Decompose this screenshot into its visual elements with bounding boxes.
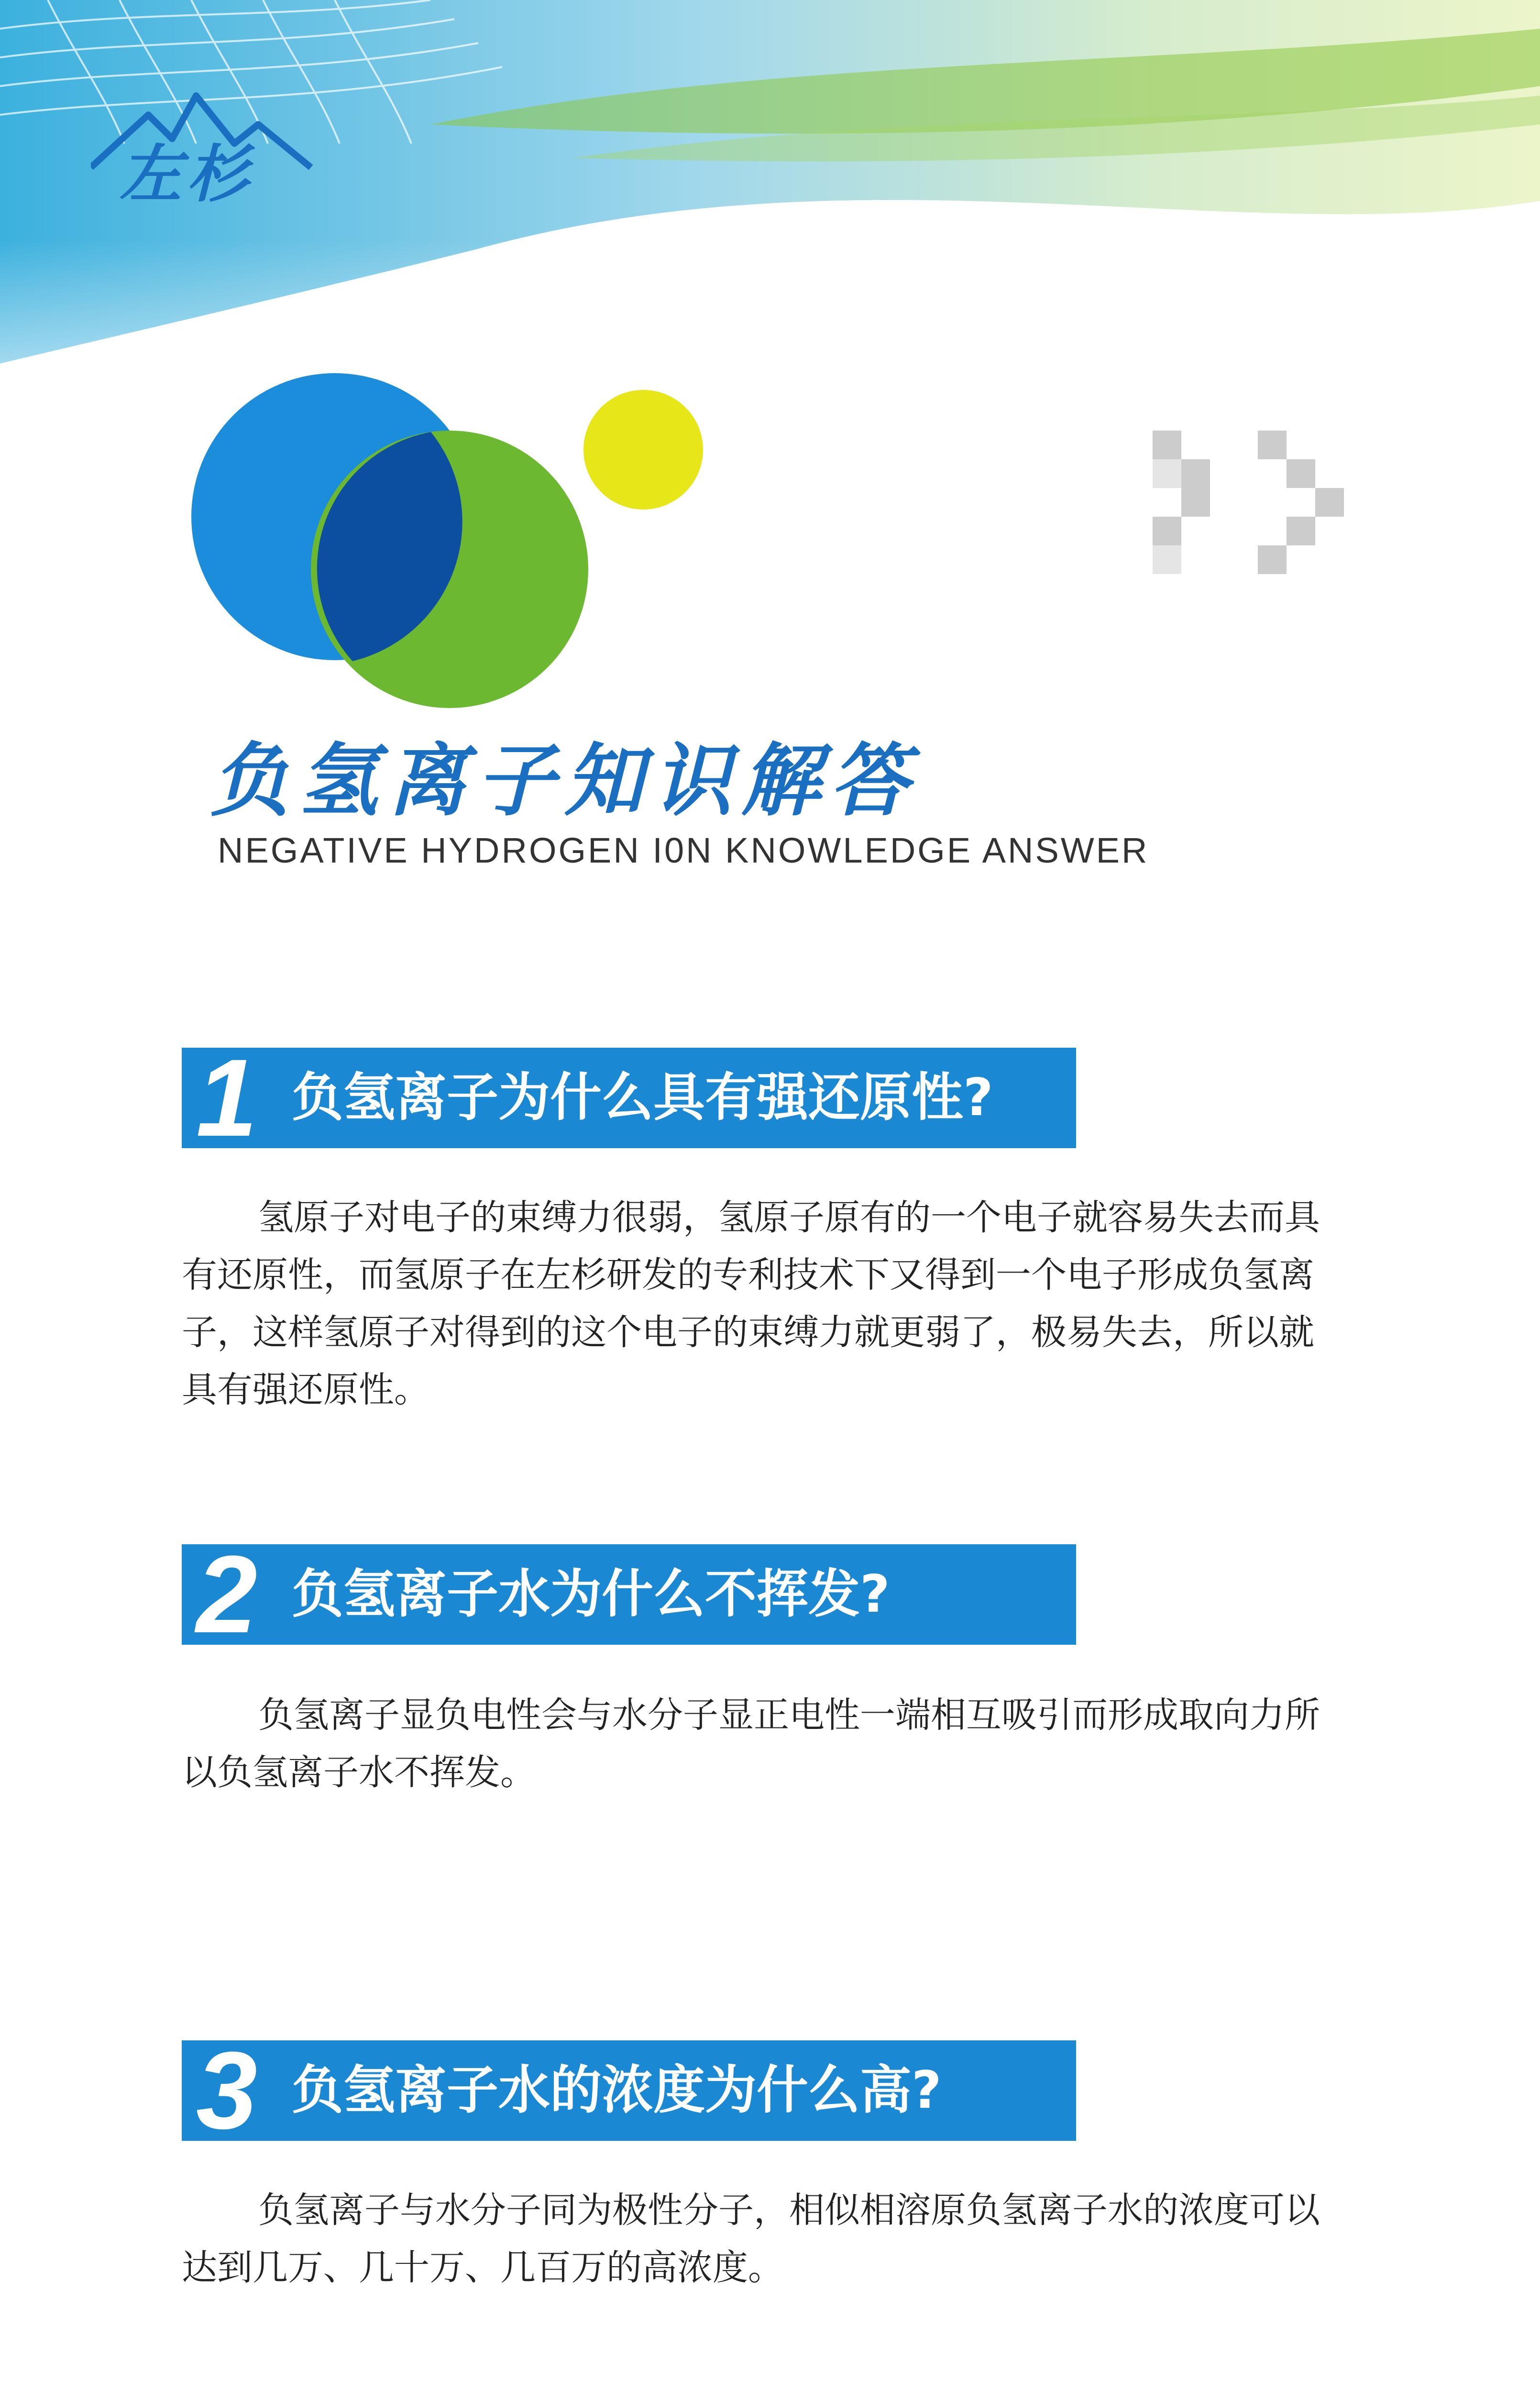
section-header-2 bbox=[182, 1533, 1076, 1656]
section-heading: 负氢离子为什么具有强还原性? bbox=[292, 1068, 993, 1128]
section-body-2: 负氢离子显负电性会与水分子显正电性一端相互吸引而形成取向力所以负氢离子水不挥发。 bbox=[182, 1694, 1320, 1793]
section-header-3 bbox=[182, 2029, 1076, 2152]
section-body-3: 负氢离子与水分子同为极性分子，相似相溶原负氢离子水的浓度可以达到几万、几十万、几百万的高浓度。 bbox=[182, 2190, 1320, 2288]
page-title: 负氢离子知识解答 bbox=[210, 734, 918, 827]
section-number: 2 bbox=[196, 1533, 257, 1656]
page-subtitle: NEGATIVE HYDROGEN I0N KNOWLEDGE ANSWER bbox=[218, 831, 1149, 870]
brand-logo bbox=[91, 86, 320, 210]
circles-graphic bbox=[182, 364, 732, 708]
logo-text: 左杉 bbox=[120, 137, 254, 210]
section-header-1 bbox=[182, 1036, 1076, 1159]
section-heading: 负氢离子水为什么不挥发? bbox=[292, 1564, 890, 1624]
section-heading: 负氢离子水的浓度为什么高? bbox=[292, 2060, 942, 2120]
section-number: 1 bbox=[196, 1036, 257, 1159]
section-number: 3 bbox=[196, 2029, 257, 2152]
chevron-arrows-graphic bbox=[1153, 431, 1353, 584]
section-body-1: 氢原子对电子的束缚力很弱，氢原子原有的一个电子就容易失去而具有还原性，而氢原子在左杉研发的专利技术下又得到一个电子形成负氢离子，这样氢原子对得到的这个电子的束缚力就更弱了，极易失去，所以就具有强还原性。 bbox=[182, 1197, 1320, 1410]
